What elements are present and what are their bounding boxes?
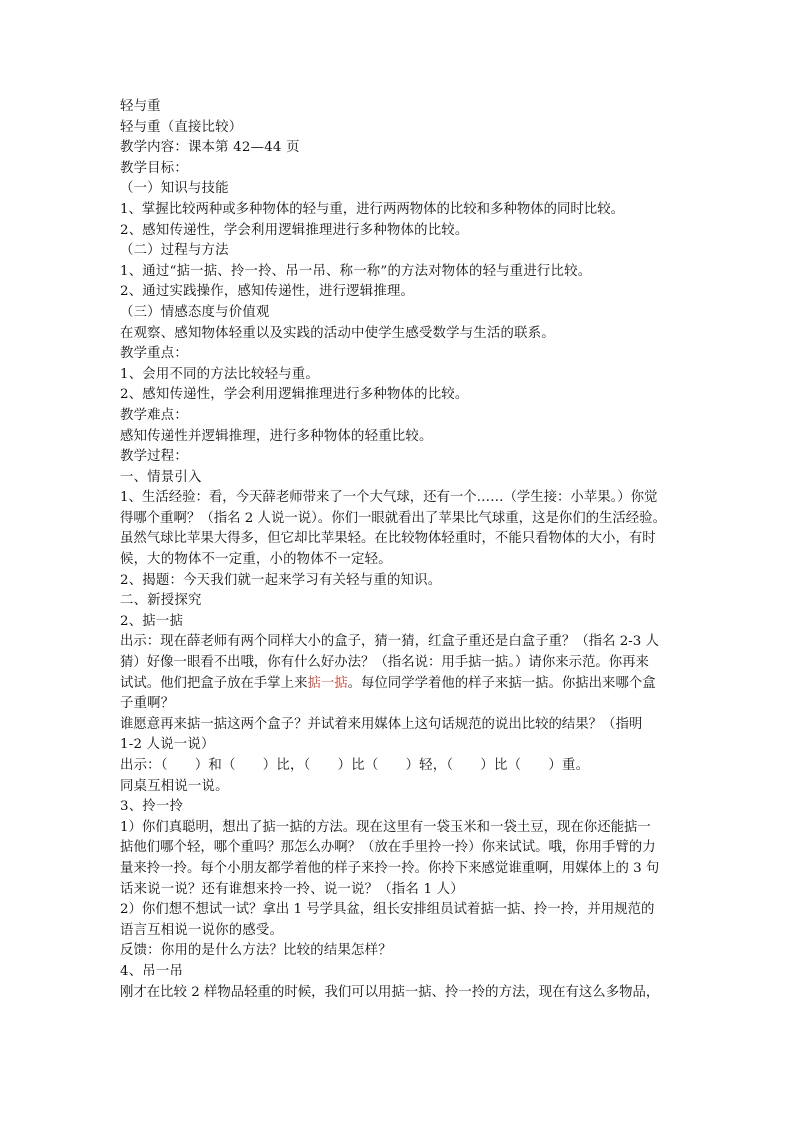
text-line: 1、会用不同的方法比较轻与重。	[120, 366, 319, 382]
text-line: 出示：现在薛老师有两个同样大小的盒子，猜一猜，红盒子重还是白盒子重？（指名 2-3 人	[120, 634, 659, 650]
subsection-heading: （三）情感态度与价值观	[120, 304, 270, 320]
text-line: 1、通过“掂一掂、拎一拎、吊一吊、称一称”的方法对物体的轻与重进行比较。	[120, 263, 592, 279]
text-line: 1、掌握比较两种或多种物体的轻与重，进行两两物体的比较和多种物体的同时比较。	[120, 201, 624, 217]
text-line: 教学内容：课本第 42—44 页	[120, 140, 300, 156]
text-line: 语言互相说一说你的感受。	[120, 922, 284, 938]
section-heading: 教学难点：	[120, 407, 188, 423]
text-line: 得哪个重啊？（指名 2 人说一说）。你们一眼就看出了苹果比气球重，这是你们的生活经验。	[120, 510, 666, 526]
subsection-heading: 3、拎一拎	[120, 799, 184, 815]
text-line: 掂他们哪个轻，哪个重吗？那怎么办啊？（放在手里拎一拎）你来试试。哦，你用手臂的力	[120, 840, 656, 856]
text-line: 1）你们真聪明，想出了掂一掂的方法。现在这里有一袋玉米和一袋土豆，现在你还能掂一	[120, 819, 651, 835]
subsection-heading: （一）知识与技能	[120, 181, 229, 197]
text-line: 2、感知传递性，学会利用逻辑推理进行多种物体的比较。	[120, 387, 469, 403]
text-line: 反馈：你用的是什么方法？比较的结果怎样？	[120, 943, 392, 959]
text-line: 话来说一说？还有谁想来拎一拎、说一说？（指名 1 人）	[120, 881, 464, 897]
text-line: 同桌互相说一说。	[120, 778, 229, 794]
subsection-heading: （二）过程与方法	[120, 243, 229, 259]
text-line: 2）你们想不想试一试？拿出 1 号学具盆，组长安排组员试着掂一掂、拎一拎，并用规范的	[120, 902, 655, 918]
text-line: 谁愿意再来掂一掂这两个盒子？并试着来用媒体上这句话规范的说出比较的结果？（指明	[120, 716, 643, 732]
text-line: 1-2 人说一说）	[120, 737, 215, 753]
text-line: 子重啊？	[120, 696, 175, 712]
text-line-with-highlight	[120, 674, 676, 695]
subsection-heading: 一、情景引入	[120, 469, 202, 485]
text-segment: 试试。他们把盒子放在手掌上来	[120, 675, 308, 691]
highlighted-phrase: 掂一掂	[307, 675, 348, 691]
subsection-heading: 4、吊一吊	[120, 963, 184, 979]
lesson-title: 轻与重（直接比较）	[120, 119, 243, 135]
subsection-heading: 二、新授探究	[120, 593, 202, 609]
subsection-heading: 2、掂一掂	[120, 613, 184, 629]
text-line: 1、生活经验：看，今天薛老师带来了一个大气球，还有一个……（学生接：小苹果。）你觉	[120, 490, 658, 506]
text-line: 猜）好像一眼看不出哦，你有什么好办法？（指名说：用手掂一掂。）请你来示范。你再来	[120, 655, 649, 671]
section-heading: 教学目标：	[120, 160, 188, 176]
doc-title: 轻与重	[120, 99, 161, 114]
text-line: 2、感知传递性，学会利用逻辑推理进行多种物体的比较。	[120, 222, 469, 238]
fill-in-sentence: 出示：（ ）和（ ）比，（ ）比（ ）轻，（ ）比（ ）重。	[120, 758, 590, 773]
text-segment: 。每位同学学着他的样子来掂一掂。你掂出来哪个盒	[347, 675, 656, 691]
text-line: 量来拎一拎。每个小朋友都学着他的样子来拎一拎。你拎下来感觉谁重啊，用媒体上的 3 句	[120, 860, 660, 876]
text-line: 刚才在比较 2 样物品轻重的时候，我们可以用掂一掂、拎一拎的方法，现在有这么多物品，	[120, 984, 660, 1000]
text-line: 2、通过实践操作，感知传递性，进行逻辑推理。	[120, 284, 415, 300]
text-line: 虽然气球比苹果大得多，但它却比苹果轻。在比较物体轻重时，不能只看物体的大小，有时	[120, 531, 656, 547]
text-line: 感知传递性并逻辑推理，进行多种物体的轻重比较。	[120, 428, 433, 444]
section-heading: 教学重点：	[120, 346, 188, 362]
text-line: 2、揭题：今天我们就一起来学习有关轻与重的知识。	[120, 572, 442, 588]
text-line: 候，大的物体不一定重，小的物体不一定轻。	[120, 552, 392, 568]
document-body	[120, 97, 676, 1003]
text-line: 在观察、感知物体轻重以及实践的活动中使学生感受数学与生活的联系。	[120, 325, 555, 341]
section-heading: 教学过程：	[120, 449, 188, 465]
